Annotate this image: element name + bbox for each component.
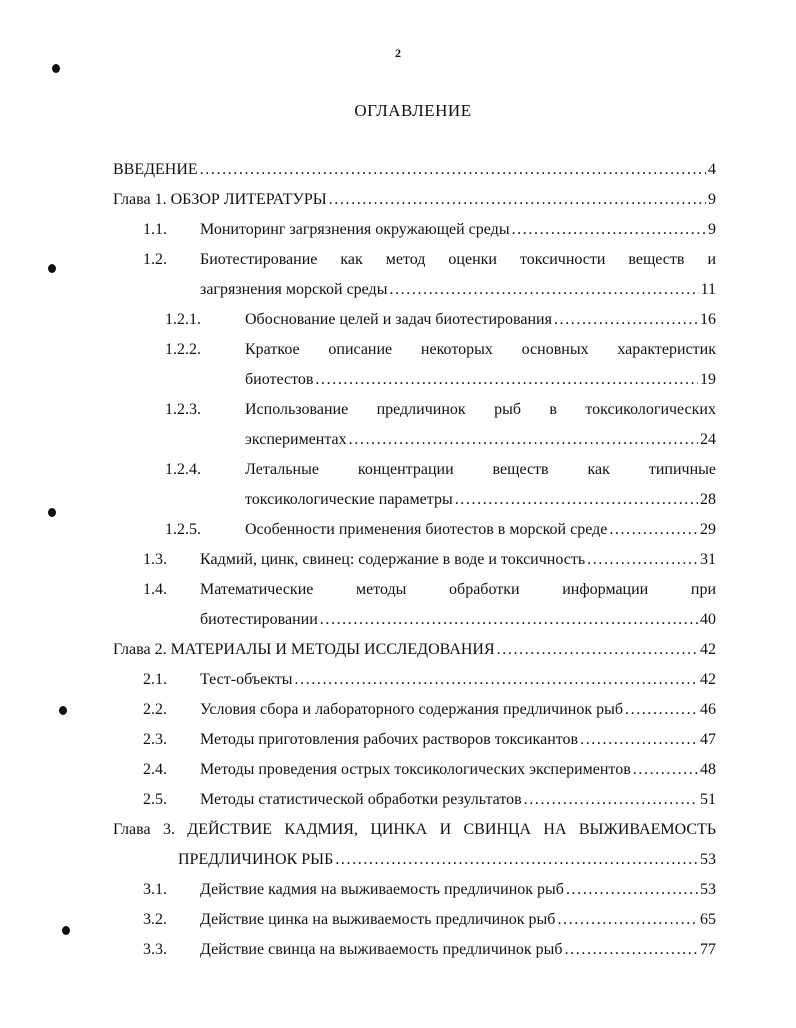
toc-title: ОГЛАВЛЕНИЕ: [354, 101, 472, 120]
toc-page-number: 46: [700, 701, 716, 718]
toc-section-number: 2.5.: [143, 791, 167, 808]
toc-entry-1-2-2-line2[interactable]: биотестов . . . 19: [245, 370, 716, 390]
toc-section-number: 3.2.: [143, 911, 167, 928]
toc-section-number: 1.2.5.: [165, 521, 201, 538]
toc-page-number: 53: [700, 851, 716, 868]
toc-entry-2-3[interactable]: Методы приготовления рабочих растворов токсикантов . . . 47: [200, 730, 716, 750]
toc-page-number: 11: [700, 281, 716, 298]
toc-page-number: 9: [708, 221, 716, 238]
toc-entry-1-2-4-line2[interactable]: токсикологические параметры . . . 28: [245, 490, 716, 510]
toc-page-number: 42: [700, 641, 716, 658]
scan-blot: [48, 264, 56, 273]
toc-entry-chapter-3-line2[interactable]: ПРЕДЛИЧИНОК РЫБ . . . 53: [178, 850, 716, 870]
toc-entry-1-4-line2[interactable]: биотестировании . . . 40: [200, 610, 716, 630]
toc-page-number: 16: [700, 311, 716, 328]
toc-page-number: 40: [700, 611, 716, 628]
toc-page-number: 53: [700, 881, 716, 898]
toc-entry-1-2-line2[interactable]: загрязнения морской среды . . . 11: [200, 280, 716, 300]
toc-entry-1-2-4-line1[interactable]: Летальные концентрации веществ как типичные: [245, 461, 716, 478]
toc-section-number: 2.4.: [143, 761, 167, 778]
toc-page-number: 28: [700, 491, 716, 508]
toc-section-number: 1.2.2.: [165, 341, 201, 358]
toc-section-number: 1.1.: [143, 221, 167, 238]
toc-entry-1-2-3-line1[interactable]: Использование предличинок рыб в токсикологических: [245, 401, 716, 418]
toc-page-number: 65: [700, 911, 716, 928]
toc-section-number: 2.2.: [143, 701, 167, 718]
toc-entry-1-2-line1[interactable]: Биотестирование как метод оценки токсичности веществ и: [200, 251, 716, 268]
toc-entry-intro[interactable]: ВВЕДЕНИЕ . . . 4: [113, 160, 716, 180]
toc-section-number: 3.1.: [143, 881, 167, 898]
toc-entry-1-2-2-line1[interactable]: Краткое описание некоторых основных характеристик: [245, 341, 716, 358]
toc-entry-2-1[interactable]: Тест-объекты . . . 42: [200, 670, 716, 690]
toc-entry-1-4-line1[interactable]: Математические методы обработки информации при: [200, 581, 716, 598]
toc-entry-2-2[interactable]: Условия сбора и лабораторного содержания предличинок рыб . . . 46: [200, 700, 716, 720]
toc-section-number: 1.2.3.: [165, 401, 201, 418]
toc-entry-chapter-3-line1[interactable]: Глава 3. ДЕЙСТВИЕ КАДМИЯ, ЦИНКА И СВИНЦА НА ВЫЖИВАЕМОСТЬ: [113, 821, 716, 838]
toc-section-number: 1.2.4.: [165, 461, 201, 478]
toc-entry-2-4[interactable]: Методы проведения острых токсикологических экспериментов . . . 48: [200, 760, 716, 780]
toc-page-number: 31: [700, 551, 716, 568]
toc-section-number: 2.3.: [143, 731, 167, 748]
toc-section-number: 3.3.: [143, 941, 167, 958]
toc-section-number: 1.3.: [143, 551, 167, 568]
toc-entry-chapter-2[interactable]: Глава 2. МАТЕРИАЛЫ И МЕТОДЫ ИССЛЕДОВАНИЯ . . . 42: [113, 640, 716, 660]
toc-section-number: 2.1.: [143, 671, 167, 688]
scan-blot: [59, 706, 67, 715]
toc-page-number: 77: [700, 941, 716, 958]
toc-entry-3-3[interactable]: Действие свинца на выживаемость предличинок рыб . . . 77: [200, 940, 716, 960]
toc-page-number: 42: [700, 671, 716, 688]
toc-page-number: 51: [700, 791, 716, 808]
toc-page-number: 9: [708, 191, 716, 208]
toc-entry-chapter-1[interactable]: Глава 1. ОБЗОР ЛИТЕРАТУРЫ . . . 9: [113, 190, 716, 210]
toc-entry-1-2-5[interactable]: Особенности применения биотестов в морской среде . . . 29: [245, 520, 716, 540]
toc-entry-1-2-3-line2[interactable]: экспериментах . . . 24: [245, 430, 716, 450]
toc-section-number: 1.2.: [143, 251, 167, 268]
toc-page-number: 48: [700, 761, 716, 778]
toc-entry-1-1[interactable]: Мониторинг загрязнения окружающей среды . . . 9: [200, 220, 716, 240]
toc-entry-1-2-1[interactable]: Обоснование целей и задач биотестирования . . . 16: [245, 310, 716, 330]
toc-section-number: 1.4.: [143, 581, 167, 598]
toc-page-number: 47: [700, 731, 716, 748]
scan-blot: [52, 64, 60, 73]
toc-entry-1-3[interactable]: Кадмий, цинк, свинец: содержание в воде и токсичность . . . 31: [200, 550, 716, 570]
toc-entry-3-2[interactable]: Действие цинка на выживаемость предличинок рыб . . . 65: [200, 910, 716, 930]
toc-page-number: 29: [700, 521, 716, 538]
toc-section-number: 1.2.1.: [165, 311, 201, 328]
scan-blot: [48, 508, 56, 517]
toc-page-number: 24: [700, 431, 716, 448]
toc-page-number: 19: [700, 371, 716, 388]
scan-blot: [62, 926, 70, 935]
toc-entry-3-1[interactable]: Действие кадмия на выживаемость предличинок рыб . . . 53: [200, 880, 716, 900]
toc-page-number: 4: [708, 161, 716, 178]
page-number: 2: [395, 46, 401, 60]
toc-entry-2-5[interactable]: Методы статистической обработки результатов . . . 51: [200, 790, 716, 810]
